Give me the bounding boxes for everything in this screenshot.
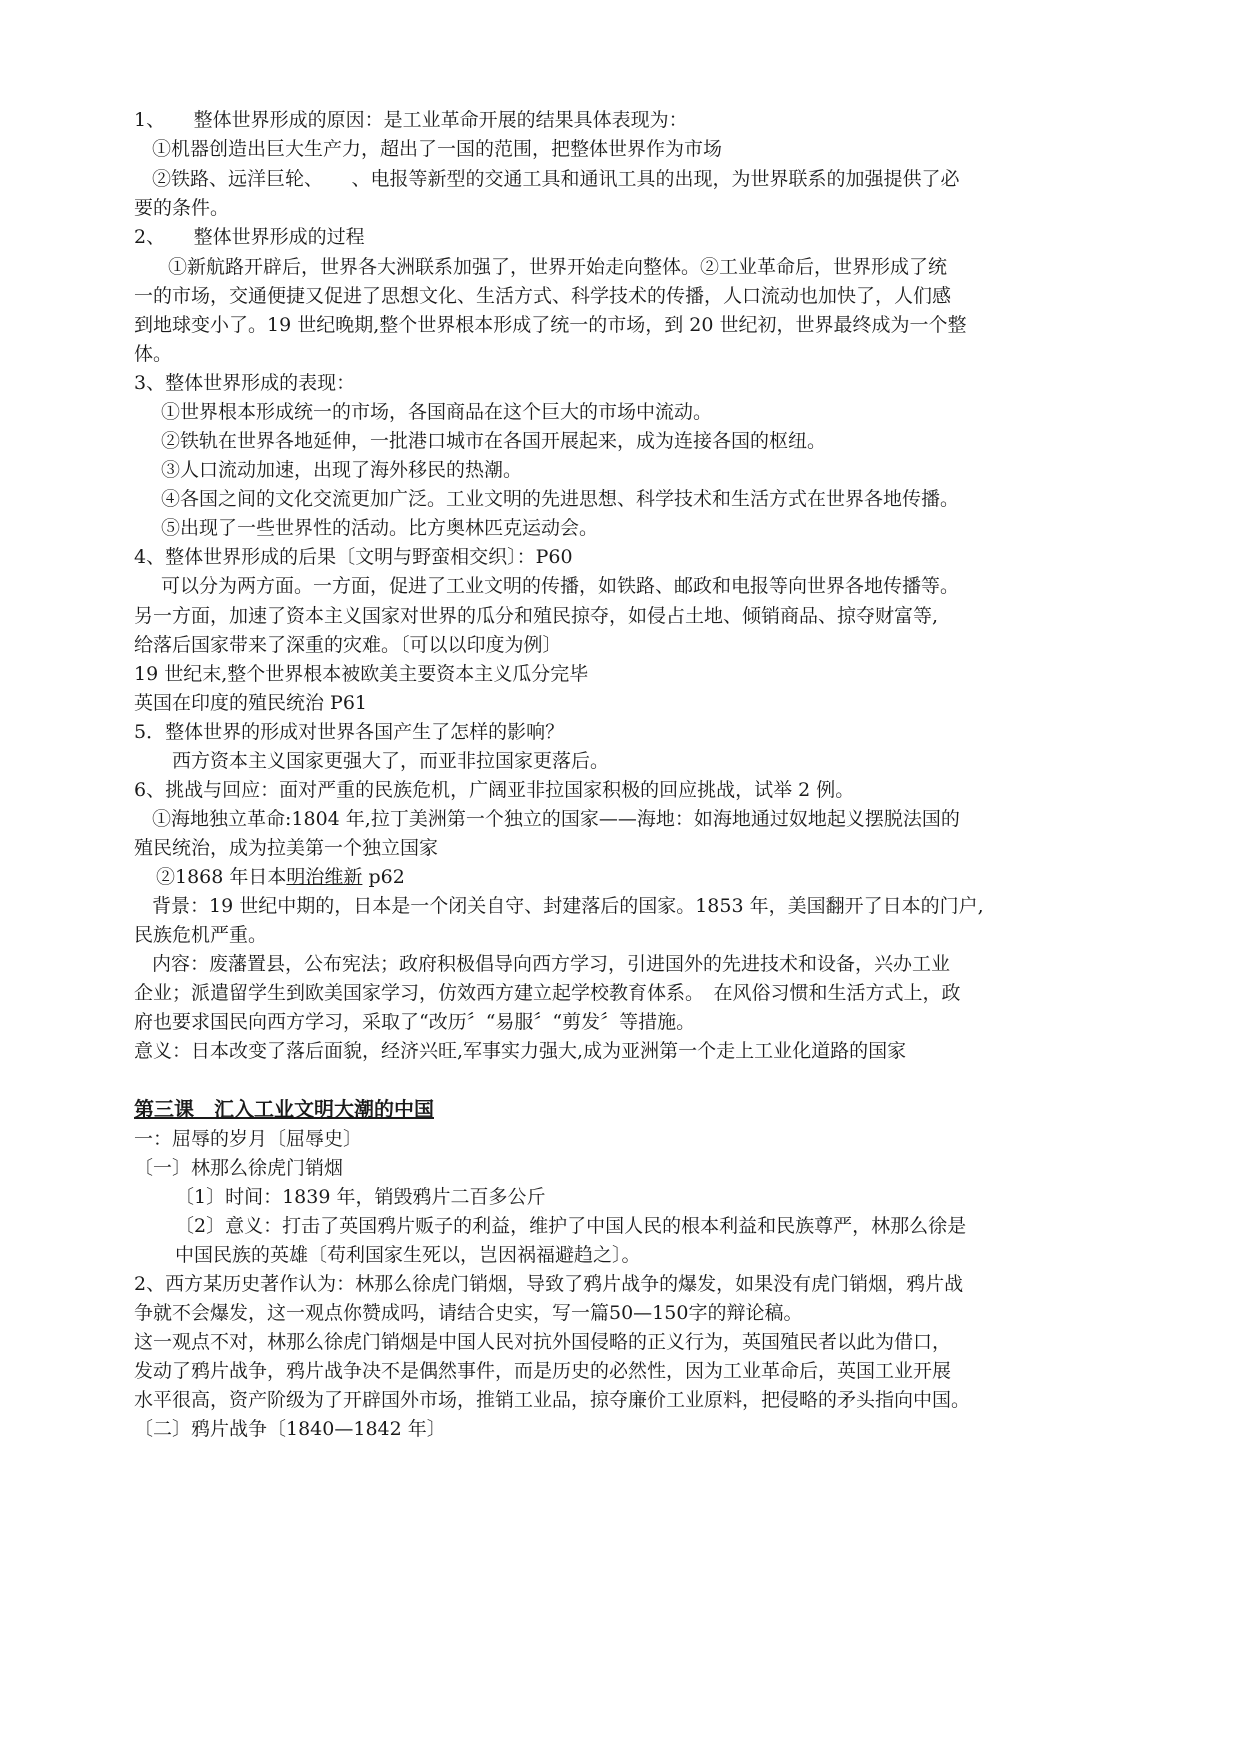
text-line: 争就不会爆发，这一观点你赞成吗，请结合史实，写一篇50—150字的辩论稿。 [134, 1302, 803, 1324]
text-line: ①海地独立革命:1804 年,拉丁美洲第一个独立的国家——海地：如海地通过奴地起义摆脱法国的 [152, 808, 960, 830]
text-line: 西方资本主义国家更强大了，而亚非拉国家更落后。 [172, 750, 610, 772]
text-line: 〔二〕鸦片战争〔1840—1842 年〕 [134, 1418, 446, 1440]
text-line: 2、西方某历史著作认为：林那么徐虎门销烟，导致了鸦片战争的爆发，如果没有虎门销烟，鸦片战 [134, 1273, 964, 1295]
text-line: 府也要求国民向西方学习，采取了“改历〞“易服〞“剪发〞等措施。 [134, 1011, 696, 1033]
text-line: 背景：19 世纪中期的，日本是一个闭关自守、封建落后的国家。1853 年，美国翻开了日本的门户, [152, 895, 984, 917]
text-line: 体。 [134, 343, 173, 365]
text-line: ①新航路开辟后，世界各大洲联系加强了，世界开始走向整体。②工业革命后，世界形成了统 [168, 256, 948, 278]
text-line: 内容：废藩置县，公布宪法；政府积极倡导向西方学习，引进国外的先进技术和设备，兴办工业 [152, 953, 951, 975]
text-line: 2、 整体世界形成的过程 [134, 226, 365, 248]
text-line: 一：屈辱的岁月〔屈辱史〕 [134, 1128, 363, 1150]
text-line: 要的条件。 [134, 197, 230, 219]
meiji-page-ref: p62 [362, 866, 405, 888]
text-line: ②铁路、远洋巨轮、 、电报等新型的交通工具和通讯工具的出现，为世界联系的加强提供了必 [152, 168, 960, 190]
text-line: 3、整体世界形成的表现： [134, 372, 356, 394]
meiji-restoration-link: 明治维新 [286, 866, 363, 888]
text-line: 5．整体世界的形成对世界各国产生了怎样的影响？ [134, 721, 565, 743]
text-line: 发动了鸦片战争，鸦片战争决不是偶然事件，而是历史的必然性，因为工业革命后，英国工业开展 [134, 1360, 952, 1382]
meiji-line [156, 868, 405, 887]
text-line: 另一方面，加速了资本主义国家对世界的瓜分和殖民掠夺，如侵占土地、倾销商品、掠夺财富等, [134, 605, 939, 627]
text-line: 水平很高，资产阶级为了开辟国外市场，推销工业品，掠夺廉价工业原料，把侵略的矛头指向中国。 [134, 1389, 971, 1411]
text-line: ④各国之间的文化交流更加广泛。工业文明的先进思想、科学技术和生活方式在世界各地传播。 [161, 488, 960, 510]
text-line: 1、 整体世界形成的原因：是工业革命开展的结果具体表现为： [134, 109, 688, 131]
text-line: 这一观点不对，林那么徐虎门销烟是中国人民对抗外国侵略的正义行为，英国殖民者以此为借口， [134, 1331, 952, 1353]
text-line: 中国民族的英雄〔苟利国家生死以，岂因祸福避趋之〕。 [175, 1244, 641, 1266]
text-line: 意义：日本改变了落后面貌，经济兴旺,军事实力强大,成为亚洲第一个走上工业化道路的国家 [134, 1040, 907, 1062]
text-line: ⑤出现了一些世界性的活动。比方奥林匹克运动会。 [161, 517, 599, 539]
text-line: ③人口流动加速，出现了海外移民的热潮。 [161, 459, 523, 481]
text-line: 〔1〕时间：1839 年，销毁鸦片二百多公斤 [175, 1186, 546, 1208]
text-line: 殖民统治，成为拉美第一个独立国家 [134, 837, 439, 859]
lesson-heading: 第三课 汇入工业文明大潮的中国 [134, 1097, 434, 1121]
meiji-prefix: ②1868 年日本 [156, 866, 287, 888]
text-line: 企业；派遣留学生到欧美国家学习，仿效西方建立起学校教育体系。 在风俗习惯和生活方式上，政 [134, 982, 961, 1004]
text-line: 可以分为两方面。一方面，促进了工业文明的传播，如铁路、邮政和电报等向世界各地传播等。 [161, 575, 960, 597]
text-line: 19 世纪末,整个世界根本被欧美主要资本主义瓜分完毕 [134, 663, 589, 685]
text-line: 到地球变小了。19 世纪晚期,整个世界根本形成了统一的市场，到 20 世纪初，世界最终成为一个整 [134, 314, 967, 336]
text-line: 4、整体世界形成的后果〔文明与野蛮相交织〕：P60 [134, 546, 573, 568]
text-line: 〔一〕林那么徐虎门销烟 [134, 1157, 344, 1179]
text-line: ①世界根本形成统一的市场，各国商品在这个巨大的市场中流动。 [161, 401, 713, 423]
text-line: 6、挑战与回应：面对严重的民族危机，广阔亚非拉国家积极的回应挑战，试举 2 例。 [134, 779, 855, 801]
text-line: 民族危机严重。 [134, 924, 268, 946]
text-line: ①机器创造出巨大生产力，超出了一国的范围，把整体世界作为市场 [152, 138, 723, 160]
text-line: 给落后国家带来了深重的灾难。〔可以以印度为例〕 [134, 634, 562, 656]
text-line: 一的市场，交通便捷又促进了思想文化、生活方式、科学技术的传播，人口流动也加快了，人们感 [134, 285, 952, 307]
text-line: 〔2〕意义：打击了英国鸦片贩子的利益，维护了中国人民的根本利益和民族尊严，林那么徐是 [175, 1215, 967, 1237]
text-line: ②铁轨在世界各地延伸，一批港口城市在各国开展起来，成为连接各国的枢纽。 [161, 430, 827, 452]
text-line: 英国在印度的殖民统治 P61 [134, 692, 368, 714]
